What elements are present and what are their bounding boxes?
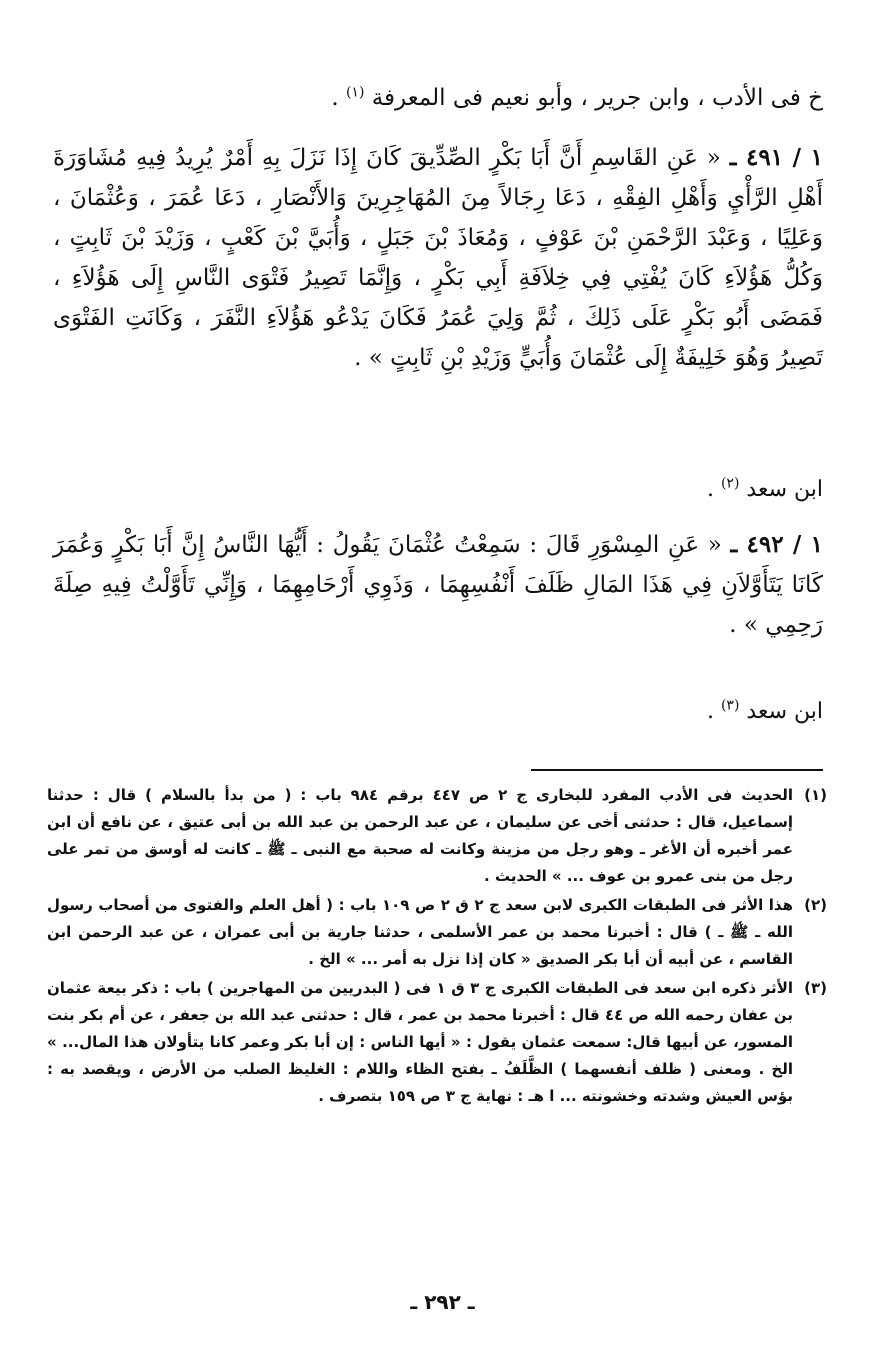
footnote-2-text: هذا الأثر فى الطبقات الكبرى لابن سعد ج ٢ ق ٢ ص ١٠٩ باب : ( أهل العلم والفتوى من أصحاب رسول الله ـ ﷺ ـ ) قال : أخبرنا محمد بن عمر الأسلمى ، حدثنا جارية بن أبى عمران ، عن عبد الرحمن ابن القاسم ، عن أبيه أن أبا بكر الصديق « كان إذا نزل به أمر ... » الخ . — [47, 896, 794, 968]
footnotes — [47, 782, 827, 1112]
hadith-492-number: ١ / ٤٩٢ ـ — [730, 531, 824, 558]
hadith-492-text: « عَنِ المِسْوَرِ قَالَ : سَمِعْتُ عُثْمَانَ يَقُولُ : أَيُّهَا النَّاسُ إِنَّ أَبَا بَكْرٍ وَعُمَرَ كَانَا يَتَأَوَّلاَنِ فِي هَذَا المَالِ ظَلَفَ أَنْفُسِهِمَا ، وَذَوِي أَرْحَامِهِمَا ، وَإِنِّي تَأَوَّلْتُ فِيهِ صِلَةَ رَحِمِي » . — [53, 532, 823, 638]
hadith-491-source — [707, 472, 823, 508]
footnote-ref-1: (١) — [345, 84, 365, 101]
hadith-492-paragraph — [53, 525, 823, 645]
hadith-492-source-text: ابن سعد — [746, 699, 823, 724]
footnote-3-number: (٣) — [804, 979, 828, 997]
footnote-1-text: الحديث فى الأدب المفرد للبخارى ج ٢ ص ٤٤٧ برقم ٩٨٤ باب : ( من بدأ بالسلام ) قال : حدثنا إسماعيل، قال : حدثنى أخى عن سليمان ، عن عبد الرحمن بن عبد الله بن أبى عتيق ، عن نافع أن ابن عمر أخبره أن الأغر ـ وهو رجل من مزينة وكانت له صحبة مع النبى ـ ﷺ ـ كانت له أوسق من تمر على رجل من بنى عمرو بن عوف ... » الحديث . — [47, 786, 794, 885]
footnote-separator — [531, 769, 823, 771]
hadith-491-paragraph — [53, 138, 823, 378]
hadith-492-source — [707, 694, 823, 730]
footnote-1-number: (١) — [804, 786, 828, 804]
footnote-1 — [47, 782, 827, 890]
continuation-paragraph — [53, 78, 823, 118]
hadith-491-source-text: ابن سعد — [746, 477, 823, 502]
hadith-492-source-end: . — [706, 699, 714, 724]
footnote-3 — [47, 975, 827, 1110]
footnote-2 — [47, 892, 827, 973]
hadith-491-number: ١ / ٤٩١ ـ — [729, 144, 824, 171]
hadith-491-text: « عَنِ القَاسِمِ أَنَّ أَبَا بَكْرٍ الصِّدِّيقَ كَانَ إِذَا نَزَلَ بِهِ أَمْرٌ يُرِيدُ فِيهِ مُشَاوَرَةَ أَهْلِ الرَّأْيِ وَأَهْلِ الفِقْهِ ، دَعَا رِجَالاً مِنَ المُهَاجِرِينَ وَالأَنْصَارِ ، دَعَا عُمَرَ ، وَعُثْمَانَ ، وَعَلِيًا ، وَعَبْدَ الرَّحْمَنِ بْنَ عَوْفٍ ، وَمُعَاذَ بْنَ جَبَلٍ ، وَأُبَيَّ بْنَ كَعْبٍ ، وَزَيْدَ بْنَ ثَابِتٍ ، وَكُلُّ هَؤُلاَءِ كَانَ يُفْتِي فِي خِلاَفَةِ أَبِي بَكْرٍ ، وَإِنَّمَا تَصِيرُ فَتْوَى النَّاسِ إِلَى هَؤُلاَءِ ، فَمَضَى أَبُو بَكْرٍ عَلَى ذَلِكَ ، ثُمَّ وَلِيَ عُمَرُ فَكَانَ يَدْعُو هَؤُلاَءِ النَّفَرَ ، وَكَانَتِ الفَتْوَى تَصِيرُ وَهُوَ خَلِيفَةٌ إِلَى عُثْمَانَ وَأُبَيٍّ وَزَيْدِ بْنِ ثَابِتٍ » . — [53, 145, 823, 371]
footnote-ref-3: (٣) — [720, 697, 740, 714]
page-number: ـ ٢٩٢ ـ — [410, 1290, 475, 1314]
footnote-2-number: (٢) — [804, 896, 828, 914]
continuation-text: خ فى الأدب ، وابن جرير ، وأبو نعيم فى المعرفة — [371, 85, 823, 111]
footnote-3-text: الأثر ذكره ابن سعد فى الطبقات الكبرى ج ٣ ق ١ فى ( البدريين من المهاجرين ) باب : ذكر بيعة عثمان بن عفان رحمه الله ص ٤٤ قال : أخبرنا محمد بن عمر ، قال : حدثنى عبد الله بن جعفر ، عن أم بكر بنت المسور، عن أبيها قال: سمعت عثمان يقول : « أيها الناس : إن أبا بكر وعمر كانا يتأولان هذا المال... » الخ . ومعنى ( ظلف أنفسهما ) الظَّلَفُ ـ بفتح الظاء واللام : الغليظ الصلب من الأرض ، ويقصد به : بؤس العيش وشدته وخشونته ... ا هـ : نهاية ج ٣ ص ١٥٩ بتصرف . — [47, 979, 794, 1105]
footnote-ref-2: (٢) — [720, 475, 740, 492]
hadith-491-source-end: . — [706, 477, 714, 502]
continuation-end: . — [331, 85, 339, 111]
